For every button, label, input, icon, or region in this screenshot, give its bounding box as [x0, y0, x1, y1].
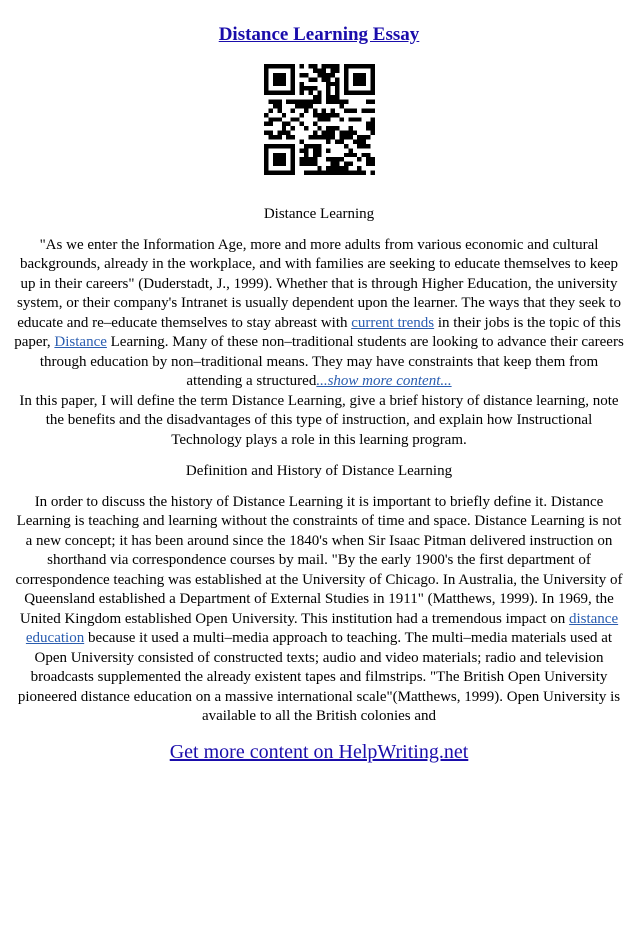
section-heading-distance-learning: Distance Learning — [263, 206, 375, 222]
history-text-2: because it used a multi–media approach to teaching. The multi–media materials used at Open University consisted of constructed texts; audio and video materials; radio and television broadcasts supplemented the already existent tapes and filmstrips. "The British Open University pioneered distance education on a massive international scale"(Matthews, 1999). Open University is available to all the British colonies and — [17, 630, 621, 724]
outline-paragraph: In this paper, I will define the term Distance Learning, give a brief history of distance learning, note the benefits and the disadvantages of this type of instruction, and explain how Instructional Technology plays a role in this learning program. — [19, 392, 619, 448]
qr-code-icon — [264, 64, 375, 175]
intro-text-2: in their jobs is the topic of this paper, — [14, 314, 621, 350]
section-heading-definition-history: Definition and History of Distance Learning — [185, 463, 453, 479]
intro-text-1: "As we enter the Information Age, more and more adults from various economic and cultural backgrounds, already in the workplace, and with families are seeking to educate themselves to keep up in their careers" (Duderstadt, J., 1999). Whether that is through Higher Education, the university system, or their company's Intranet is usually dependent upon the learner. The ways that they seek to educate and re–educate themselves to stay abreast with — [17, 236, 621, 331]
distance-link[interactable]: Distance — [54, 334, 107, 350]
history-text-1: In order to discuss the history of Distance Learning it is important to briefly define it. Distance Learning is teaching and learning without the constraints of time and space. Distance Learning is not a new concept; it has been around since the 1840's when Sir Isaac Pitman delivered instruction on shorthand via correspondence courses by mail. "By the early 1900's the first department of correspondence teaching was established at the University of Chicago. In Australia, the University of Queensland established a Department of External Studies in 1911" (Matthews, 1999). In 1969, the United Kingdom established Open University. This institution had a tremendous impact on — [15, 493, 623, 627]
distance-education-link[interactable]: distance education — [25, 610, 619, 646]
history-paragraph — [14, 493, 624, 727]
intro-paragraph — [14, 236, 624, 392]
current-trends-link[interactable]: current trends — [351, 314, 435, 331]
document-page — [0, 24, 638, 927]
get-more-content-link[interactable]: Get more content on HelpWriting.net — [169, 740, 469, 763]
qr-container — [14, 64, 624, 175]
show-more-content-link[interactable]: ...show more content... — [316, 373, 452, 389]
page-title[interactable]: Distance Learning Essay — [218, 24, 420, 45]
intro-text-3: Learning. Many of these non–traditional students are looking to advance their careers through education by non–traditional means. They may have constraints that keep them from attending a structured — [39, 334, 624, 389]
